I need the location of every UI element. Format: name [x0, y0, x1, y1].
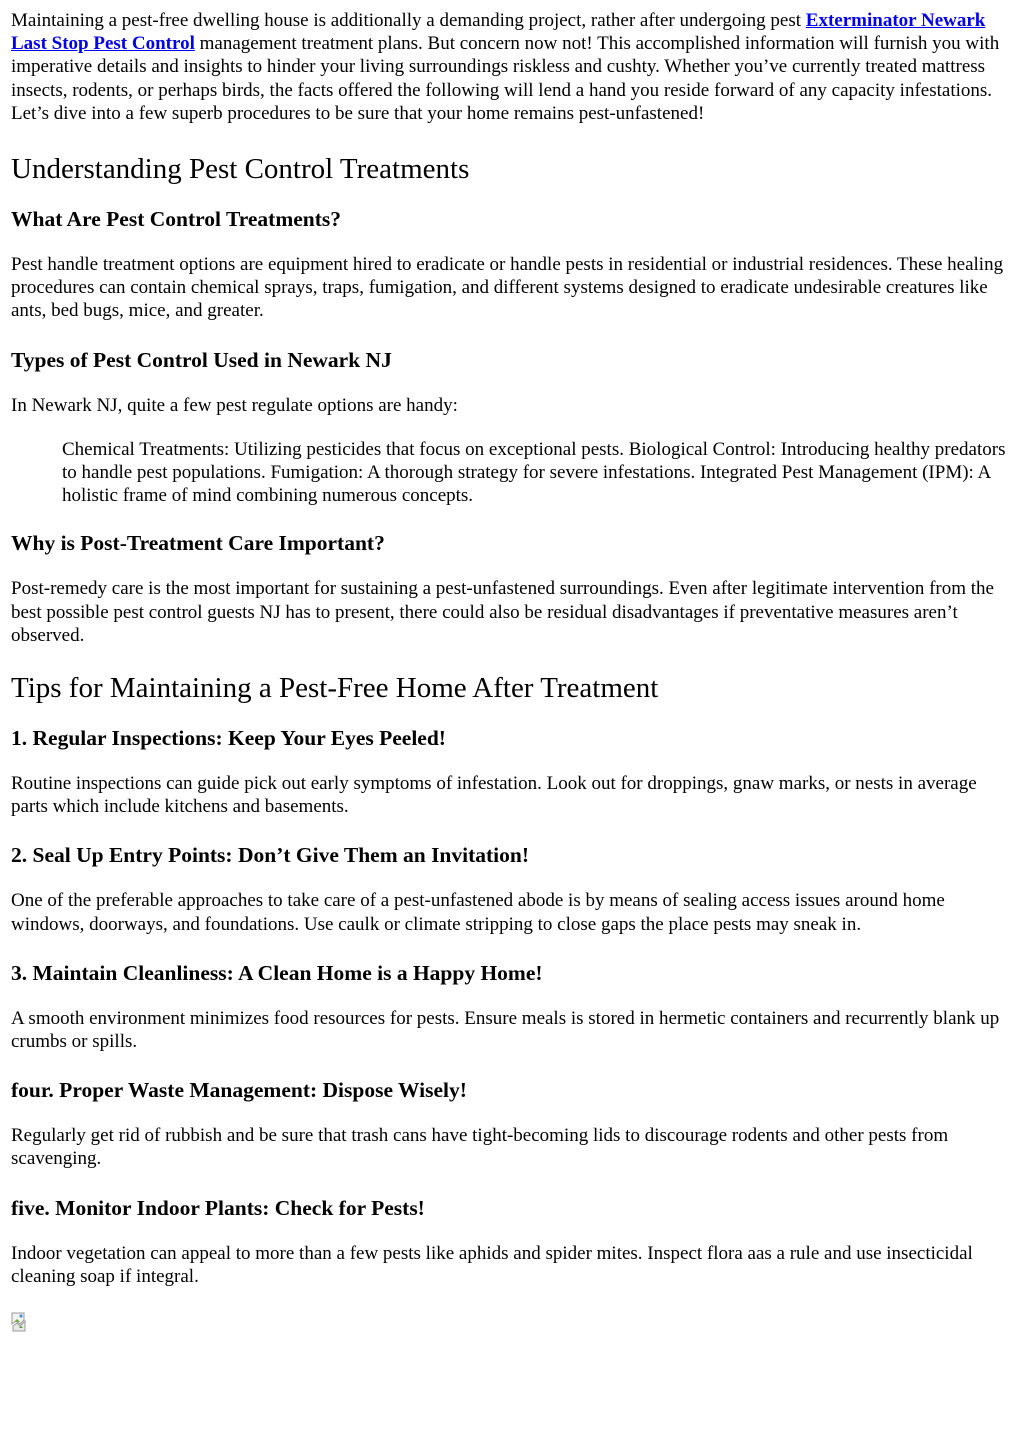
exterminator-link[interactable]: Exterminator Newark Last Stop Pest Control	[11, 10, 986, 55]
broken-image-icon	[11, 1312, 31, 1332]
tip-text-2: One of the preferable approaches to take care of a pest-unfastened abode is by means of sealing access issues around home windows, doorways, and foundations. Use caulk or climate stripping to close gaps the place pests may sneak in.	[11, 890, 945, 935]
tip-heading-1: 1. Regular Inspections: Keep Your Eyes Peeled!	[11, 726, 446, 751]
paragraph-what-are: Pest handle treatment options are equipment hired to eradicate or handle pests in residential or industrial residences. These healing procedures can contain chemical sprays, traps, fumigation, and different systems designed to eradicate undesirable creatures like ants, bed bugs, mice, and greater.	[11, 254, 1004, 322]
section-heading-understanding: Understanding Pest Control Treatments	[11, 153, 470, 186]
intro-paragraph	[11, 9, 1014, 125]
subheading-types: Types of Pest Control Used in Newark NJ	[11, 347, 392, 372]
tip-text-3: A smooth environment minimizes food resources for pests. Ensure meals is stored in hermetic containers and recurrently blank up crumbs or spills.	[11, 1007, 1000, 1053]
tip-heading-3: 3. Maintain Cleanliness: A Clean Home is a Happy Home!	[11, 960, 543, 985]
subheading-what-are: What Are Pest Control Treatments?	[11, 207, 342, 232]
tip-text-1: Routine inspections can guide pick out early symptoms of infestation. Look out for droppings, gnaw marks, or nests in average parts which include kitchens and basements.	[11, 773, 977, 818]
subheading-why-post-treatment: Why is Post-Treatment Care Important?	[11, 531, 385, 556]
tip-heading-4: four. Proper Waste Management: Dispose Wisely!	[11, 1078, 467, 1103]
tip-heading-2: 2. Seal Up Entry Points: Don’t Give Them an Invitation!	[11, 843, 530, 868]
paragraph-types-intro: In Newark NJ, quite a few pest regulate options are handy:	[11, 394, 458, 416]
paragraph-why-post-treatment: Post-remedy care is the most important for sustaining a pest-unfastened surroundings. Even after legitimate intervention from the best possible pest control guests NJ has to present, there could also be residual disadvantages if preventative measures aren’t observed.	[11, 578, 994, 646]
intro-text-after: management treatment plans. But concern now not! This accomplished information will furnish you with imperative details and insights to hinder your living surroundings riskless and cushty. Whether you’ve currently treated mattress insects, rodents, or perhaps birds, the facts offered the following will lend a hand you reside forward of any capacity infestations. Let’s dive into a few superb procedures to be sure that your home remains pest-unfastened!	[11, 33, 1000, 124]
intro-text-before: Maintaining a pest-free dwelling house is additionally a demanding project, rather after undergoing pest	[11, 10, 806, 31]
tip-text-4: Regularly get rid of rubbish and be sure that trash cans have tight-becoming lids to discourage rodents and other pests from scavenging.	[11, 1125, 949, 1170]
section-heading-tips: Tips for Maintaining a Pest-Free Home After Treatment	[11, 672, 659, 705]
blockquote-types-list: Chemical Treatments: Utilizing pesticides that focus on exceptional pests. Biological Control: Introducing healthy predators to handle pest populations. Fumigation: A thorough strategy for severe infestations. Integrated Pest Management (IPM): A holistic frame of mind combining numerous concepts.	[62, 438, 1006, 507]
broken-image-icon-svg	[11, 1312, 31, 1332]
tip-text-5: Indoor vegetation can appeal to more than a few pests like aphids and spider mites. Inspect flora aas a rule and use insecticidal cleaning soap if integral.	[11, 1242, 973, 1287]
tip-heading-5: five. Monitor Indoor Plants: Check for Pests!	[11, 1195, 425, 1220]
